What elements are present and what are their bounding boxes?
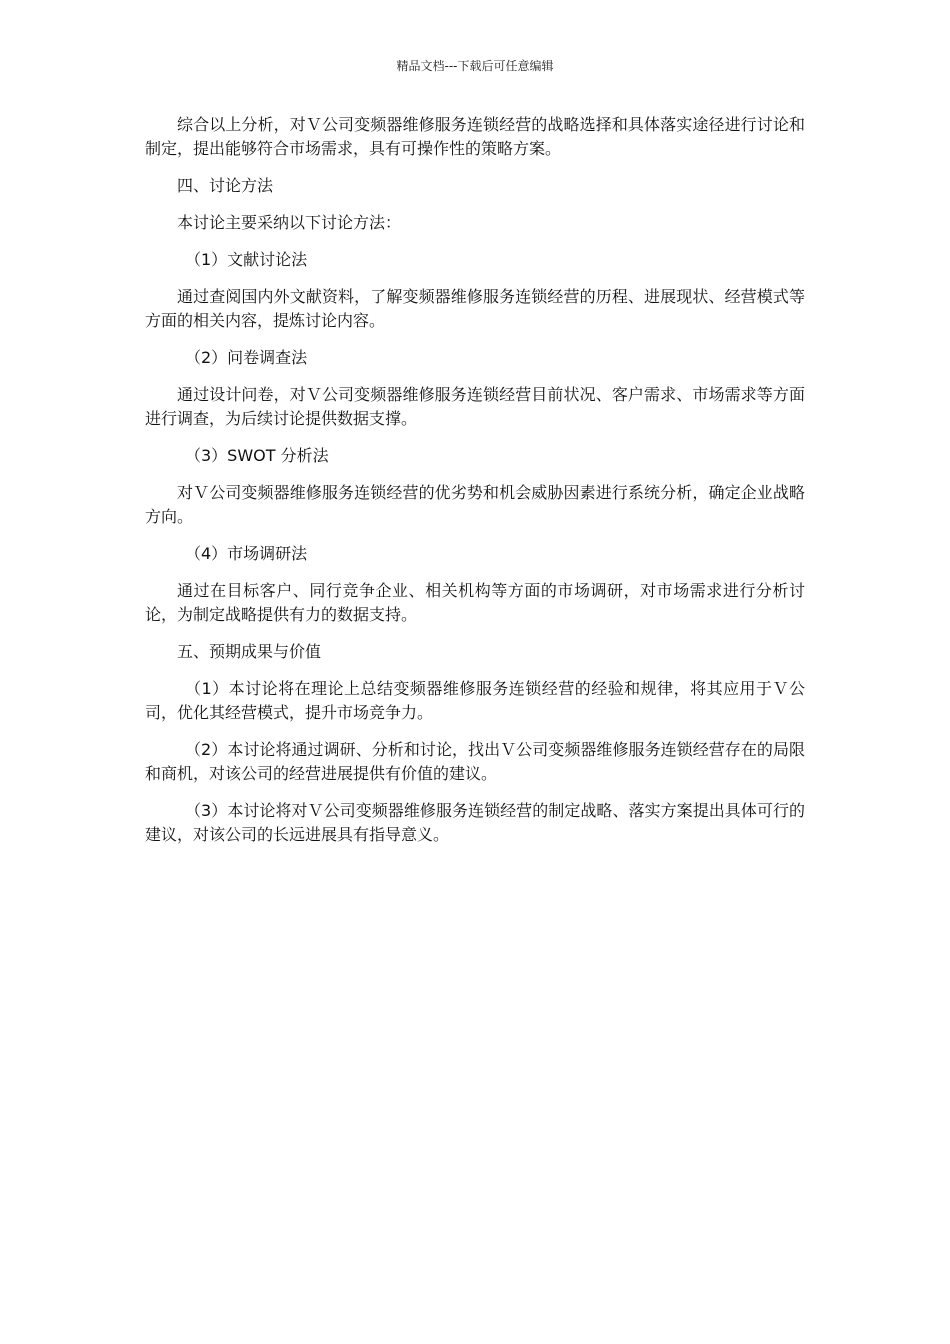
paragraph-literature: 通过查阅国内外文献资料，了解变频器维修服务连锁经营的历程、进展现状、经营模式等方面的相关内容，提炼讨论内容。 xyxy=(145,287,805,330)
section-heading-methods: 四、讨论方法 xyxy=(177,176,274,195)
outcome-item-3: （3）本讨论将对Ｖ公司变频器维修服务连锁经营的制定战略、落实方案提出具体可行的建议，对该公司的长远进展具有指导意义。 xyxy=(145,801,805,844)
outcome-item-2: （2）本讨论将通过调研、分析和讨论，找出Ｖ公司变频器维修服务连锁经营存在的局限和商机，对该公司的经营进展提供有价值的建议。 xyxy=(145,740,805,783)
method-heading-literature: （1）文献讨论法 xyxy=(185,250,308,269)
paragraph-market-research: 通过在目标客户、同行竞争企业、相关机构等方面的市场调研，对市场需求进行分析讨论，为制定战略提供有力的数据支持。 xyxy=(145,581,805,624)
method-heading-market-research: （4）市场调研法 xyxy=(185,544,308,563)
page-header: 精品文档---下载后可任意编辑 xyxy=(396,59,554,73)
paragraph-methods-intro: 本讨论主要采纳以下讨论方法： xyxy=(177,213,402,232)
section-heading-outcomes: 五、预期成果与价值 xyxy=(177,642,322,661)
paragraph-questionnaire: 通过设计问卷，对Ｖ公司变频器维修服务连锁经营目前状况、客户需求、市场需求等方面进行调查，为后续讨论提供数据支撑。 xyxy=(145,385,805,428)
paragraph-summary: 综合以上分析，对Ｖ公司变频器维修服务连锁经营的战略选择和具体落实途径进行讨论和制定，提出能够符合市场需求，具有可操作性的策略方案。 xyxy=(145,115,805,158)
outcome-item-1: （1）本讨论将在理论上总结变频器维修服务连锁经营的经验和规律，将其应用于Ｖ公司，优化其经营模式，提升市场竞争力。 xyxy=(145,679,805,722)
method-heading-questionnaire: （2）问卷调查法 xyxy=(185,348,308,367)
paragraph-swot: 对Ｖ公司变频器维修服务连锁经营的优劣势和机会威胁因素进行系统分析，确定企业战略方向。 xyxy=(145,483,805,526)
document-body xyxy=(145,113,805,860)
method-heading-swot: （3）SWOT 分析法 xyxy=(185,446,329,465)
